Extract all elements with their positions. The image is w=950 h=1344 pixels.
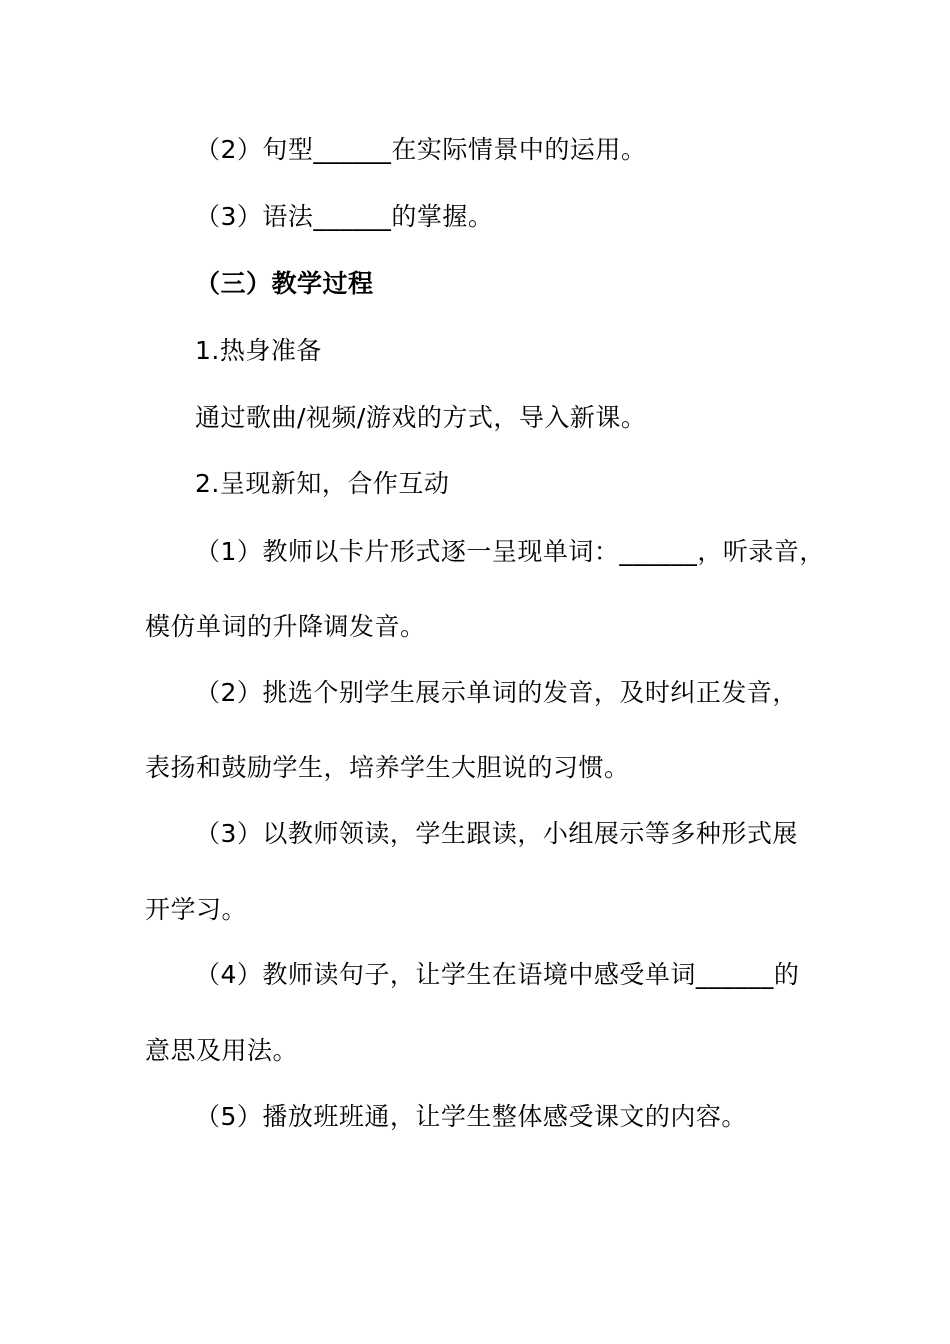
text-line: （3）语法______的掌握。 <box>195 202 494 231</box>
text-line: （1）教师以卡片形式逐一呈现单词：______，听录音， <box>195 537 825 566</box>
text-line: 意思及用法。 <box>145 1036 299 1065</box>
text-line: （2）句型______在实际情景中的运用。 <box>195 135 647 164</box>
text-line: （4）教师读句子，让学生在语境中感受单词______的 <box>195 960 800 989</box>
subsection-heading: 2.呈现新知，合作互动 <box>195 469 450 498</box>
section-heading: （三）教学过程 <box>195 269 374 298</box>
subsection-heading: 1.热身准备 <box>195 336 322 365</box>
text-line: （5）播放班班通，让学生整体感受课文的内容。 <box>195 1102 747 1131</box>
text-line: （2）挑选个别学生展示单词的发音，及时纠正发音， <box>195 678 798 707</box>
text-line: 开学习。 <box>145 895 248 924</box>
text-line: 表扬和鼓励学生，培养学生大胆说的习惯。 <box>145 753 630 782</box>
text-line: （3）以教师领读，学生跟读，小组展示等多种形式展 <box>195 819 798 848</box>
text-line: 通过歌曲/视频/游戏的方式，导入新课。 <box>195 403 647 432</box>
text-line: 模仿单词的升降调发音。 <box>145 612 426 641</box>
